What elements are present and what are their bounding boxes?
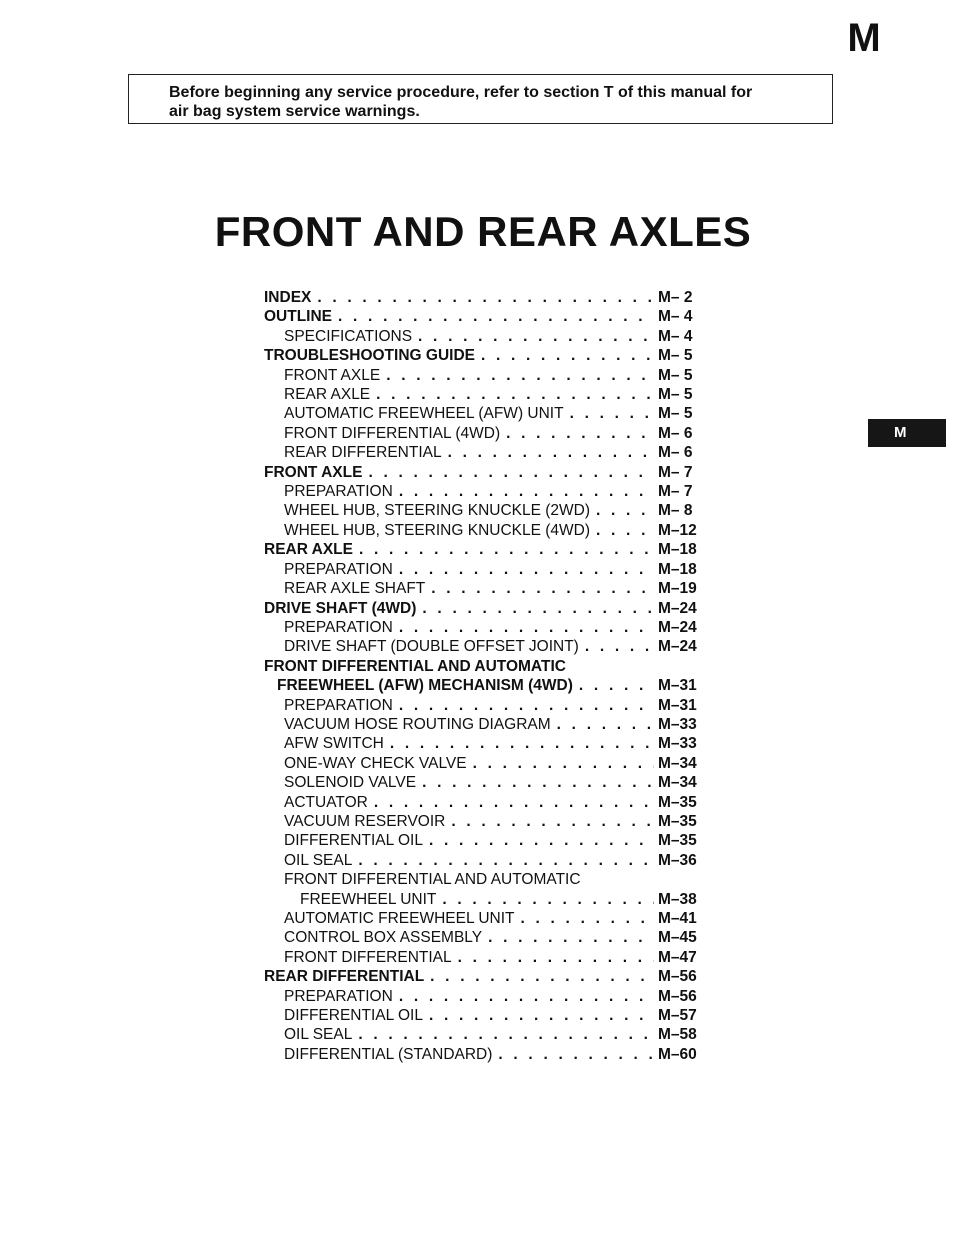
toc-entry[interactable] (264, 734, 706, 753)
toc-entry[interactable] (264, 521, 706, 540)
leader-dots (359, 540, 654, 559)
toc-entry[interactable] (264, 773, 706, 792)
toc-label: PREPARATION (284, 696, 393, 714)
leader-dots (498, 1045, 654, 1064)
toc-label: OIL SEAL (284, 1026, 353, 1044)
toc-entry[interactable] (264, 560, 706, 579)
toc-entry[interactable] (264, 928, 706, 947)
leader-dots (376, 385, 654, 404)
toc-page: M–45 (658, 929, 697, 947)
toc-entry[interactable] (264, 637, 706, 656)
leader-dots (368, 463, 654, 482)
airbag-warning-notice (128, 74, 833, 124)
toc-label: OUTLINE (264, 308, 333, 326)
toc-label: ONE-WAY CHECK VALVE (284, 754, 467, 772)
leader-dots (399, 696, 654, 715)
toc-label: TROUBLESHOOTING GUIDE (264, 347, 475, 365)
toc-entry[interactable] (264, 696, 706, 715)
toc-entry[interactable] (264, 404, 706, 423)
toc-entry[interactable] (264, 618, 706, 637)
leader-dots (338, 307, 654, 326)
toc-label: AUTOMATIC FREEWHEEL (AFW) UNIT (284, 405, 564, 423)
toc-label: WHEEL HUB, STEERING KNUCKLE (2WD) (284, 502, 591, 520)
toc-page: M–19 (658, 580, 697, 598)
toc-entry[interactable] (264, 288, 706, 307)
toc-page: M–60 (658, 1045, 697, 1063)
toc-page: M–12 (658, 521, 697, 539)
toc-page: M–33 (658, 715, 697, 733)
page-title: FRONT AND REAR AXLES (214, 208, 752, 255)
toc-label: REAR AXLE (284, 386, 371, 404)
toc-entry[interactable] (264, 967, 706, 986)
toc-page: M–58 (658, 1026, 697, 1044)
toc-page: M– 7 (658, 483, 693, 501)
toc-page: M– 2 (658, 289, 693, 306)
toc-label: FREEWHEEL (AFW) MECHANISM (4WD) (277, 677, 573, 695)
toc-page: M–57 (658, 1007, 697, 1025)
toc-page: M– 6 (658, 444, 693, 462)
toc-page: M– 5 (658, 366, 693, 384)
section-letter: M (847, 16, 881, 60)
toc-entry[interactable] (264, 948, 706, 967)
toc-entry[interactable] (264, 385, 706, 404)
leader-dots (418, 327, 654, 346)
toc-page: M– 4 (658, 327, 693, 345)
toc-label: PREPARATION (284, 618, 393, 636)
leader-dots (596, 501, 654, 520)
toc-page: M–36 (658, 851, 697, 869)
leader-dots (451, 812, 654, 831)
leader-dots (458, 948, 654, 967)
toc-entry[interactable] (264, 346, 706, 365)
toc-entry[interactable] (264, 366, 706, 385)
toc-label: VACUUM RESERVOIR (284, 812, 446, 830)
toc-label: DRIVE SHAFT (4WD) (264, 599, 417, 617)
toc-page: M–35 (658, 812, 697, 830)
toc-page: M–24 (658, 638, 697, 656)
toc-entry[interactable] (264, 1025, 706, 1044)
toc-entry[interactable] (264, 831, 706, 850)
toc-entry[interactable] (264, 599, 706, 618)
toc-page: M–24 (658, 599, 697, 617)
leader-dots (429, 1006, 654, 1025)
toc-label: PREPARATION (284, 483, 393, 501)
toc-page: M–31 (658, 696, 697, 714)
leader-dots (481, 346, 654, 365)
leader-dots (399, 987, 654, 1006)
toc-entry[interactable] (264, 754, 706, 773)
toc-entry[interactable] (264, 812, 706, 831)
leader-dots (570, 404, 654, 423)
toc-entry[interactable] (264, 307, 706, 326)
toc-entry[interactable] (264, 909, 706, 928)
toc-label: REAR AXLE (264, 541, 353, 559)
toc-label: ACTUATOR (284, 793, 368, 811)
toc-label: AUTOMATIC FREEWHEEL UNIT (284, 910, 515, 927)
toc-page: M– 5 (658, 347, 693, 365)
leader-dots (448, 443, 654, 462)
toc-label: FRONT AXLE (264, 463, 363, 481)
section-tab[interactable]: M (868, 419, 946, 447)
toc-entry[interactable] (264, 1045, 706, 1064)
toc-label: FRONT DIFFERENTIAL (4WD) (284, 424, 501, 442)
leader-dots (399, 560, 654, 579)
toc-entry-heading-line[interactable] (264, 870, 706, 889)
toc-label: WHEEL HUB, STEERING KNUCKLE (4WD) (284, 521, 591, 539)
toc-page: M–38 (658, 890, 697, 908)
toc-label: SOLENOID VALVE (284, 774, 417, 792)
toc-page: M–34 (658, 774, 697, 792)
toc-page: M–56 (658, 987, 697, 1005)
leader-dots (431, 579, 654, 598)
leader-dots (488, 928, 654, 947)
toc-page: M– 8 (658, 502, 693, 520)
toc-entry[interactable] (264, 851, 706, 870)
toc-label: VACUUM HOSE ROUTING DIAGRAM (284, 715, 551, 733)
toc-entry[interactable] (264, 793, 706, 812)
toc-page: M– 6 (658, 424, 693, 442)
leader-dots (430, 967, 654, 986)
leader-dots (422, 599, 654, 618)
toc-page: M– 5 (658, 386, 693, 404)
toc-page: M–56 (658, 968, 697, 986)
toc-entry[interactable] (264, 987, 706, 1006)
toc-page: M–34 (658, 754, 697, 772)
toc-page: M–24 (658, 618, 697, 636)
leader-dots (422, 773, 654, 792)
toc-entry[interactable] (264, 1006, 706, 1025)
toc-label: REAR DIFFERENTIAL (264, 968, 425, 986)
toc-label: PREPARATION (284, 987, 393, 1005)
toc-page: M–35 (658, 832, 697, 850)
leader-dots (317, 288, 654, 307)
leader-dots (506, 424, 654, 443)
toc-page: M– 7 (658, 463, 693, 481)
toc-label: SPECIFICATIONS (284, 327, 413, 345)
leader-dots (585, 637, 654, 656)
toc-entry[interactable] (264, 501, 706, 520)
toc-page: M–18 (658, 560, 697, 578)
toc-label: DIFFERENTIAL OIL (284, 832, 423, 850)
toc-entry[interactable] (264, 443, 706, 462)
toc-label: FREEWHEEL UNIT (300, 890, 437, 908)
leader-dots (358, 851, 654, 870)
toc-label: AFW SWITCH (284, 735, 384, 753)
toc-label: DIFFERENTIAL OIL (284, 1007, 423, 1025)
toc-label: INDEX (264, 289, 312, 306)
toc-entry-heading-line[interactable] (264, 657, 706, 676)
toc-label: OIL SEAL (284, 851, 353, 869)
leader-dots (596, 521, 654, 540)
table-of-contents (264, 288, 706, 1064)
toc-label: CONTROL BOX ASSEMBLY (284, 929, 483, 947)
warning-line-1: Before beginning any service procedure, refer to section T of this manual for (169, 84, 753, 101)
leader-dots (358, 1025, 654, 1044)
toc-page: M–18 (658, 541, 697, 559)
toc-entry[interactable] (264, 676, 706, 695)
toc-entry[interactable] (264, 463, 706, 482)
toc-page: M–35 (658, 793, 697, 811)
toc-label: FRONT AXLE (284, 366, 381, 384)
toc-page: M–47 (658, 948, 697, 966)
warning-line-2: air bag system service warnings. (169, 103, 420, 120)
toc-label: REAR AXLE SHAFT (284, 580, 426, 598)
toc-entry[interactable] (264, 327, 706, 346)
toc-entry[interactable] (264, 890, 706, 909)
leader-dots (374, 793, 654, 812)
toc-entry[interactable] (264, 540, 706, 559)
leader-dots (442, 890, 654, 909)
leader-dots (399, 482, 654, 501)
leader-dots (390, 734, 654, 753)
leader-dots (557, 715, 654, 734)
leader-dots (521, 909, 654, 928)
leader-dots (579, 676, 654, 695)
toc-label: FRONT DIFFERENTIAL AND AUTOMATIC (264, 657, 566, 675)
toc-page: M– 4 (658, 308, 693, 326)
toc-entry[interactable] (264, 579, 706, 598)
toc-label: REAR DIFFERENTIAL (284, 444, 442, 462)
toc-page: M– 5 (658, 405, 693, 423)
toc-page: M–33 (658, 735, 697, 753)
toc-entry[interactable] (264, 715, 706, 734)
toc-page: M–31 (658, 677, 697, 695)
toc-label: FRONT DIFFERENTIAL AND AUTOMATIC (284, 871, 581, 889)
toc-entry[interactable] (264, 482, 706, 501)
toc-label: DIFFERENTIAL (STANDARD) (284, 1045, 493, 1063)
toc-page: M–41 (658, 910, 697, 927)
toc-label: FRONT DIFFERENTIAL (284, 948, 452, 966)
toc-label: DRIVE SHAFT (DOUBLE OFFSET JOINT) (284, 638, 579, 656)
leader-dots (399, 618, 654, 637)
leader-dots (429, 831, 654, 850)
leader-dots (386, 366, 654, 385)
leader-dots (473, 754, 654, 773)
toc-label: PREPARATION (284, 560, 393, 578)
toc-entry[interactable] (264, 424, 706, 443)
